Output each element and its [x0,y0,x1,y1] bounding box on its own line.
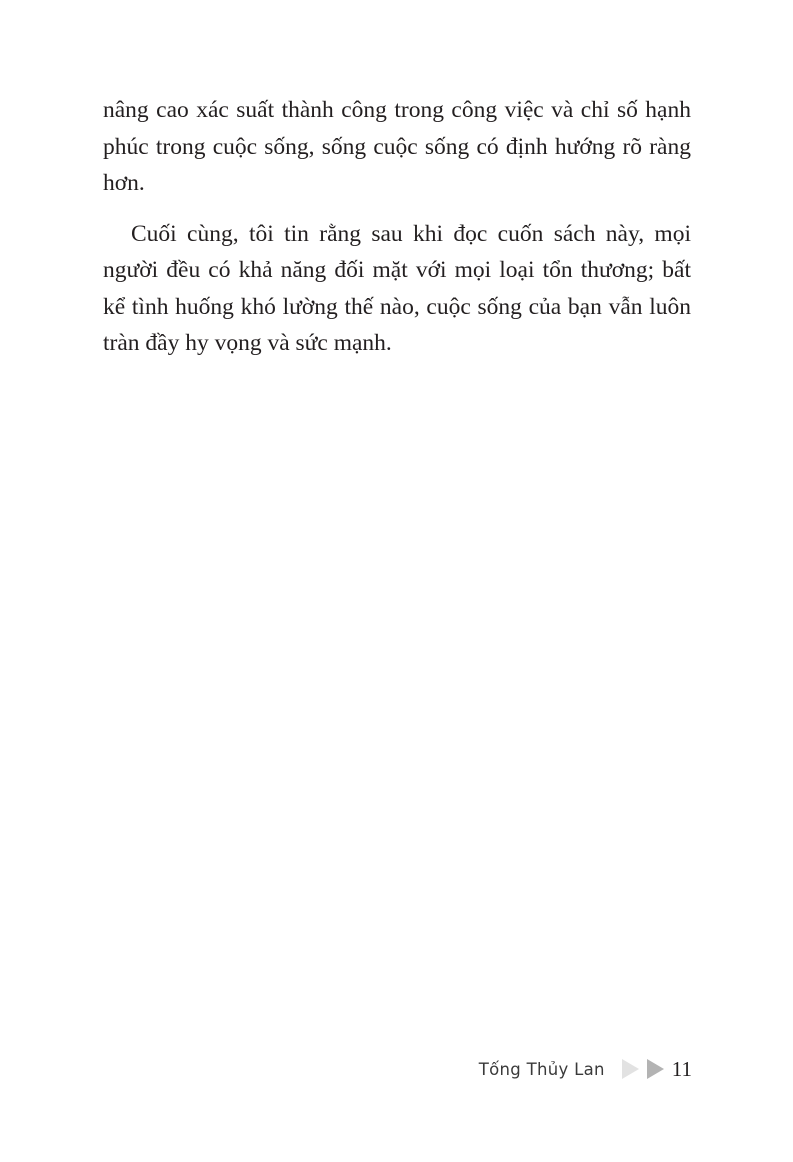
play-arrow-dark-icon [647,1059,664,1079]
author-name: Tống Thủy Lan [478,1059,605,1079]
page-number: 11 [671,1056,692,1081]
paragraph-continuation: nâng cao xác suất thành công trong công việc và chỉ số hạnh phúc trong cuộc sống, sống cuộc sống có định hướng rõ ràng hơn. [103,97,691,196]
page-body [103,92,691,362]
paragraph-conclusion: Cuối cùng, tôi tin rằng sau khi đọc cuốn sách này, mọi người đều có khả năng đối mặt với mọi loại tổn thương; bất kể tình huống khó lường thế nào, cuộc sống của bạn vẫn luôn tràn đầy hy vọng và sức mạnh. [103,220,691,356]
page-footer [479,1053,692,1085]
play-arrow-light-icon [622,1059,639,1079]
footer-arrows [622,1059,664,1079]
